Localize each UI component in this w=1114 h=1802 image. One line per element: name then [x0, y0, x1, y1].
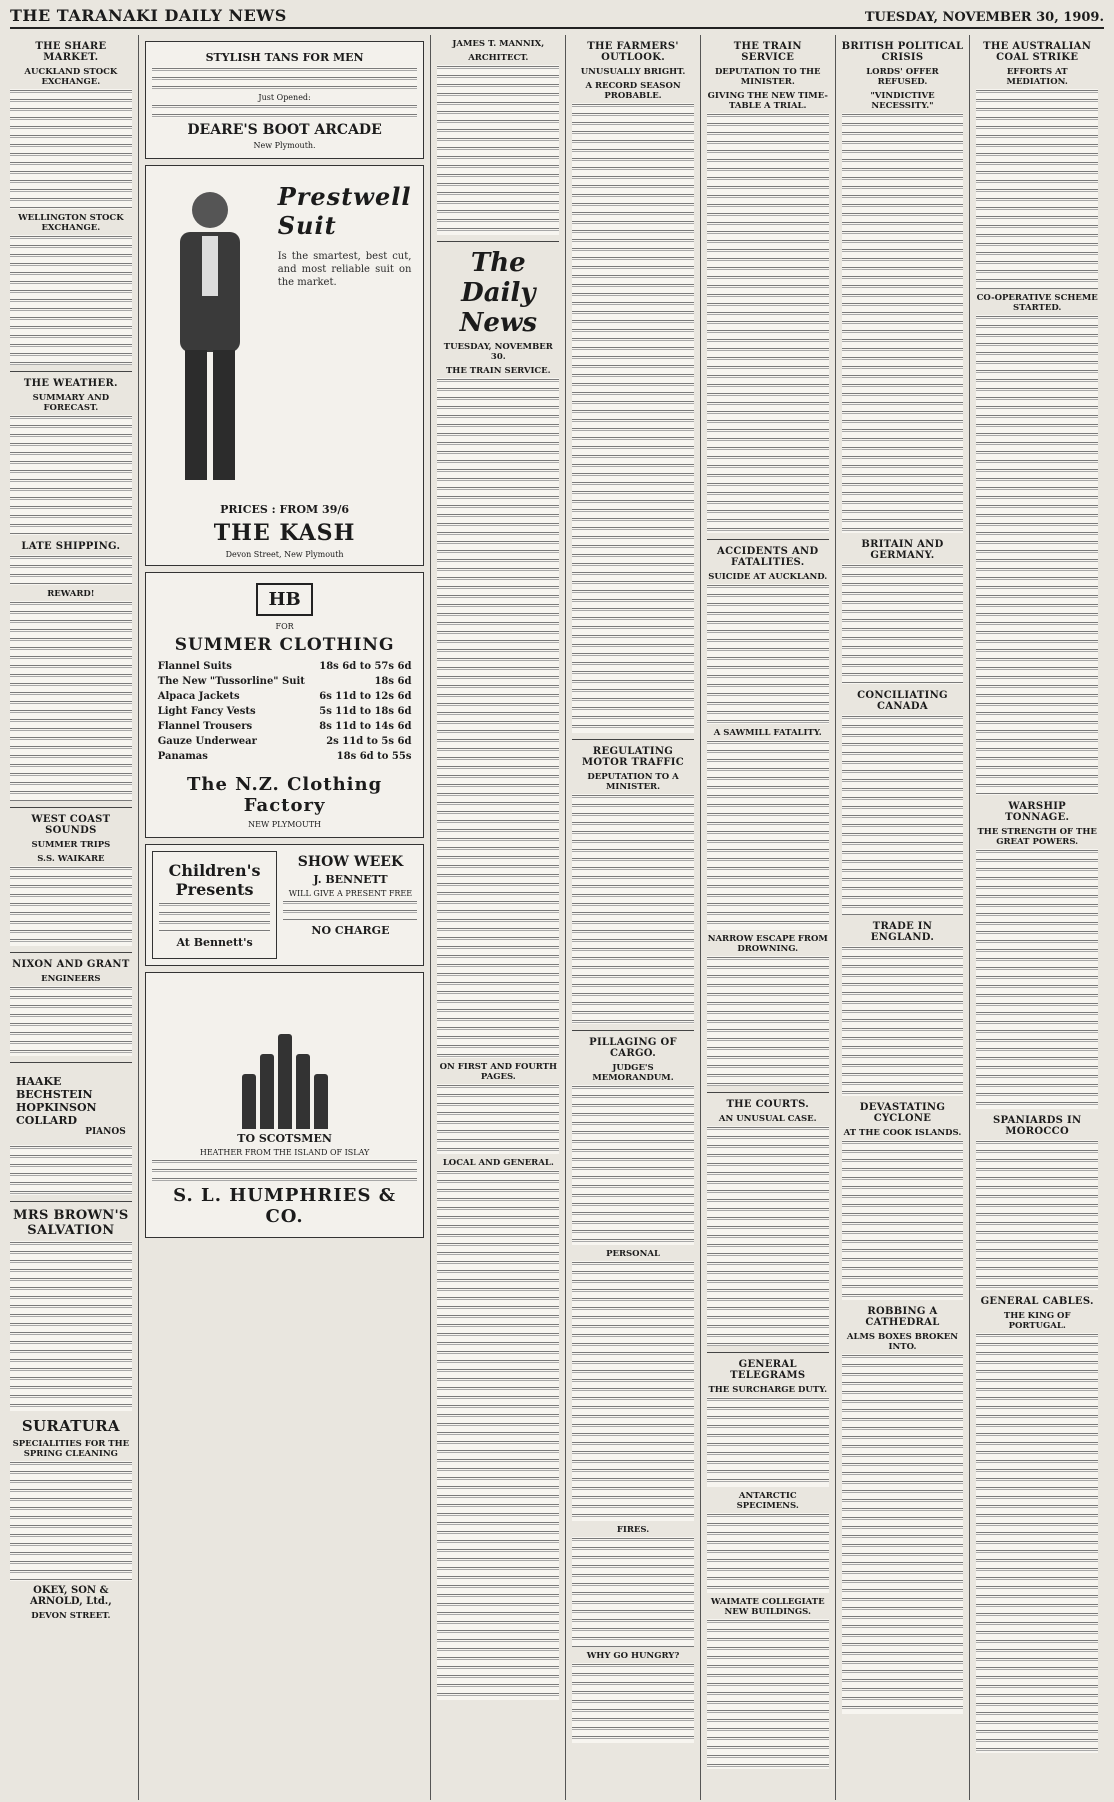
ad-title: STYLISH TANS FOR MEN	[205, 51, 364, 64]
text-block	[842, 946, 964, 1096]
text-block	[572, 794, 694, 1024]
sub-record-season: A RECORD SEASON PROBABLE.	[585, 81, 681, 101]
text-block	[152, 67, 418, 89]
text-block	[437, 1170, 559, 1700]
sub-king-portugal: THE KING OF PORTUGAL.	[1003, 1311, 1071, 1331]
heading-personal: PERSONAL	[606, 1249, 660, 1259]
text-block	[572, 103, 694, 733]
sub-antarctic: ANTARCTIC SPECIMENS.	[736, 1491, 799, 1511]
heading-robbing-cathedral: ROBBING A CATHEDRAL	[865, 1306, 940, 1328]
footer-advertiser: OKEY, SON & ARNOLD, Ltd.,	[29, 1585, 112, 1607]
heading-fires: FIRES.	[616, 1525, 650, 1535]
clothing-item-price: 5s 11d to 18s 6d	[319, 706, 412, 717]
to-scotsmen: TO SCOTSMEN	[237, 1132, 332, 1145]
text-block	[707, 956, 829, 1086]
text-block	[842, 113, 964, 533]
bottle-icon	[296, 1054, 310, 1129]
sub-narrow-escape: NARROW ESCAPE FROM DROWNING.	[707, 934, 828, 954]
text-block	[707, 1513, 829, 1593]
sub-unusual-case: AN UNUSUAL CASE.	[718, 1114, 817, 1124]
hb-badge: HB	[256, 583, 312, 616]
text-block	[842, 1140, 964, 1300]
text-block	[10, 986, 132, 1056]
bottle-icon	[242, 1074, 256, 1129]
text-block	[976, 89, 1098, 289]
sub-forecast: SUMMARY AND FORECAST.	[32, 393, 110, 413]
text-block	[572, 1261, 694, 1521]
text-block	[572, 1663, 694, 1743]
heading-political-crisis: BRITISH POLITICAL CRISIS	[841, 41, 964, 63]
clothing-item-row	[152, 674, 418, 689]
heading-general-telegrams: GENERAL TELEGRAMS	[730, 1359, 806, 1381]
sub-sawmill-fatality: A SAWMILL FATALITY.	[713, 728, 822, 738]
clothing-item-row	[152, 689, 418, 704]
ad-stylish-tans	[145, 41, 425, 159]
clothing-item-price: 2s 11d to 5s 6d	[326, 736, 412, 747]
heading-conciliating-canada: CONCILIATING CANADA	[857, 690, 948, 712]
ad-scotsmen	[145, 972, 425, 1238]
ad-for: FOR	[275, 622, 294, 631]
ad-subtitle: Just Opened:	[258, 93, 311, 102]
ad-nixon-grant: NIXON AND GRANT	[12, 959, 130, 970]
text-block	[10, 601, 132, 801]
newspaper-title: THE TARANAKI DAILY NEWS	[10, 6, 287, 25]
text-block	[976, 1140, 1098, 1290]
text-block	[572, 1537, 694, 1647]
piano-brand: HOPKINSON	[16, 1101, 97, 1114]
nz-clothing-factory: The N.Z. Clothing Factory	[186, 774, 383, 816]
editorial-text	[437, 378, 559, 1058]
sub-unusually-bright: UNUSUALLY BRIGHT.	[580, 67, 686, 77]
column-5	[707, 35, 836, 1800]
sub-deputation-minister: DEPUTATION TO A MINISTER.	[587, 772, 679, 792]
text-block	[842, 1354, 964, 1714]
masthead	[10, 6, 1104, 29]
pianos-ad	[10, 1069, 132, 1143]
text-block	[572, 1085, 694, 1245]
clothing-item-row	[152, 749, 418, 764]
bottle-icon	[278, 1034, 292, 1129]
text-block	[10, 555, 132, 585]
heading-accidents: ACCIDENTS AND FATALITIES.	[717, 546, 819, 568]
sub-cooperative: CO-OPERATIVE SCHEME STARTED.	[976, 293, 1098, 313]
sub-surcharge-duty: THE SURCHARGE DUTY.	[708, 1385, 828, 1395]
clothing-item-row	[152, 704, 418, 719]
bottles-illustration	[152, 979, 418, 1129]
piano-brand: HAAKE	[16, 1075, 62, 1088]
sub-reward: REWARD!	[47, 589, 95, 599]
sub-vindictive: "VINDICTIVE NECESSITY."	[870, 91, 935, 111]
clothing-item-price: 18s 6d	[374, 676, 412, 687]
local-general: LOCAL AND GENERAL.	[442, 1158, 554, 1168]
text-block	[707, 584, 829, 724]
text-block	[707, 113, 829, 533]
ad-address: New Plymouth.	[253, 141, 316, 150]
column-2	[145, 35, 432, 1800]
heading-cyclone: DEVASTATING CYCLONE	[859, 1102, 946, 1124]
heading-trade-england: TRADE IN ENGLAND.	[870, 921, 935, 943]
column-1	[10, 35, 139, 1800]
heading-late-shipping: LATE SHIPPING.	[21, 541, 121, 552]
heading-courts: THE COURTS.	[726, 1099, 810, 1110]
prestwell-prices: PRICES : FROM 39/6	[220, 503, 350, 516]
heading-share-market: THE SHARE MARKET.	[35, 41, 107, 63]
clothing-item-price: 18s 6d to 55s	[336, 751, 412, 762]
clothing-price-list	[152, 659, 418, 764]
clothing-item-name: Flannel Trousers	[157, 721, 253, 732]
heading-motor-traffic: REGULATING MOTOR TRAFFIC	[582, 746, 685, 768]
heading-farmers-outlook: THE FARMERS' OUTLOOK.	[587, 41, 679, 63]
clothing-item-row	[152, 659, 418, 674]
heading-pillaging-cargo: PILLAGING OF CARGO.	[589, 1037, 677, 1059]
text-block	[437, 1084, 559, 1154]
architect-name: JAMES T. MANNIX,	[452, 39, 545, 49]
ad-prestwell	[145, 165, 425, 566]
piano-brand: BECHSTEIN	[16, 1088, 93, 1101]
bottle-icon	[314, 1074, 328, 1129]
bottle-icon	[260, 1054, 274, 1129]
sub-time-table: GIVING THE NEW TIME-TABLE A TRIAL.	[707, 91, 828, 111]
lead-article-title: THE TRAIN SERVICE.	[445, 366, 551, 376]
clothing-item-name: Flannel Suits	[157, 661, 232, 672]
architect-title: ARCHITECT.	[468, 53, 529, 63]
text-block	[976, 849, 1098, 1109]
first-fourth-pages: ON FIRST AND FOURTH PAGES.	[439, 1062, 558, 1082]
text-block	[707, 1397, 829, 1487]
sub-cook-islands: AT THE COOK ISLANDS.	[843, 1128, 962, 1138]
text-block	[283, 900, 417, 920]
poem-title: MRS BROWN'S SALVATION	[13, 1208, 129, 1238]
text-block	[842, 715, 964, 915]
heading-general-cables: GENERAL CABLES.	[980, 1296, 1094, 1307]
text-block	[10, 1145, 132, 1195]
present-free: WILL GIVE A PRESENT FREE	[288, 889, 413, 898]
text-block	[707, 740, 829, 930]
ad-summer-clothing	[145, 572, 425, 838]
heading-britain-germany: BRITAIN AND GERMANY.	[861, 539, 944, 561]
text-block	[10, 1461, 132, 1581]
text-block	[707, 1619, 829, 1769]
show-week-title: SHOW WEEK	[297, 854, 404, 870]
footer-address: DEVON STREET.	[31, 1611, 111, 1621]
suit-illustration	[150, 170, 270, 500]
pianos-label: PIANOS	[85, 1127, 126, 1137]
sub-mediation: EFFORTS AT MEDIATION.	[1006, 67, 1068, 87]
clothing-item-name: Light Fancy Vests	[157, 706, 256, 717]
text-block	[152, 1159, 418, 1181]
prestwell-brand: Prestwell Suit	[277, 182, 412, 240]
clothing-item-row	[152, 719, 418, 734]
sub-wellington-exchange: WELLINGTON STOCK EXCHANGE.	[18, 213, 124, 233]
column-6	[842, 35, 971, 1800]
summer-clothing-title: SUMMER CLOTHING	[174, 635, 395, 655]
text-block	[976, 315, 1098, 795]
heading-coal-strike: THE AUSTRALIAN COAL STRIKE	[983, 41, 1092, 63]
heather-islay: HEATHER FROM THE ISLAND OF ISLAY	[199, 1148, 370, 1157]
ad-engineers: ENGINEERS	[41, 974, 101, 984]
factory-address: NEW PLYMOUTH	[248, 820, 322, 829]
sub-deputation: DEPUTATION TO THE MINISTER.	[714, 67, 821, 87]
suratura-ad: SURATURA	[21, 1417, 120, 1435]
heading-spaniards-morocco: SPANIARDS IN MOROCCO	[992, 1115, 1082, 1137]
kash-address: Devon Street, New Plymouth	[225, 550, 344, 559]
sub-waimate: WAIMATE COLLEGIATE NEW BUILDINGS.	[710, 1597, 825, 1617]
heading-warship-tonnage: WARSHIP TONNAGE.	[1005, 801, 1070, 823]
text-block	[842, 564, 964, 684]
store-the-kash: THE KASH	[213, 520, 356, 546]
sub-lords-offer: LORDS' OFFER REFUSED.	[866, 67, 939, 87]
clothing-item-name: Alpaca Jackets	[157, 691, 240, 702]
ad-ss-waikare: S.S. WAIKARE	[37, 854, 105, 864]
column-7	[976, 35, 1104, 1800]
text-block	[159, 902, 271, 932]
clothing-item-price: 6s 11d to 12s 6d	[319, 691, 412, 702]
heading-train-service: THE TRAIN SERVICE	[733, 41, 802, 63]
column-4	[572, 35, 701, 1800]
clothing-item-price: 18s 6d to 57s 6d	[319, 661, 412, 672]
clothing-item-price: 8s 11d to 14s 6d	[319, 721, 412, 732]
clothing-item-row	[152, 734, 418, 749]
clothing-item-name: Gauze Underwear	[157, 736, 257, 747]
text-block	[976, 1333, 1098, 1753]
humphries-agent: S. L. HUMPHRIES & CO.	[173, 1185, 397, 1227]
ad-show-week	[145, 844, 425, 966]
text-block	[437, 65, 559, 235]
paper-date: TUESDAY, NOVEMBER 30.	[443, 342, 553, 362]
sub-judge-memo: JUDGE'S MEMORANDUM.	[592, 1063, 674, 1083]
no-charge: NO CHARGE	[311, 924, 390, 937]
text-block	[10, 235, 132, 365]
sub-suicide-auckland: SUICIDE AT AUCKLAND.	[708, 572, 828, 582]
text-block	[707, 1126, 829, 1346]
text-block	[10, 415, 132, 535]
spec-ad: SPECIALITIES FOR THE SPRING CLEANING	[12, 1439, 130, 1459]
at-bennetts: At Bennett's	[176, 936, 253, 949]
sub-great-powers: THE STRENGTH OF THE GREAT POWERS.	[977, 827, 1097, 847]
text-block	[10, 866, 132, 946]
heading-why-go-hungry: WHY GO HUNGRY?	[586, 1651, 680, 1661]
bennett-name: J. BENNETT	[313, 873, 388, 886]
heading-weather: THE WEATHER.	[23, 378, 118, 389]
ad-summer-trips: SUMMER TRIPS	[31, 840, 111, 850]
ad-store-name: DEARE'S BOOT ARCADE	[187, 122, 382, 138]
prestwell-text: Is the smartest, best cut, and most reliable suit on the market.	[277, 251, 412, 288]
clothing-item-name: Panamas	[157, 751, 208, 762]
sub-auckland-exchange: AUCKLAND STOCK EXCHANGE.	[24, 67, 118, 87]
ad-west-coast-sounds: WEST COAST SOUNDS	[31, 814, 111, 836]
issue-date: TUESDAY, NOVEMBER 30, 1909.	[864, 10, 1104, 25]
paper-nameplate: The Daily News	[459, 248, 537, 338]
columns	[10, 35, 1104, 1800]
sub-alms-boxes: ALMS BOXES BROKEN INTO.	[846, 1332, 959, 1352]
text-block	[152, 104, 418, 118]
man-in-suit-icon	[150, 180, 270, 500]
poem-text	[10, 1241, 132, 1411]
piano-brand: COLLARD	[16, 1114, 78, 1127]
column-3	[437, 35, 566, 1800]
text-block	[10, 89, 132, 209]
childrens-presents: Children's Presents	[168, 861, 261, 899]
clothing-item-name: The New "Tussorline" Suit	[157, 676, 305, 687]
